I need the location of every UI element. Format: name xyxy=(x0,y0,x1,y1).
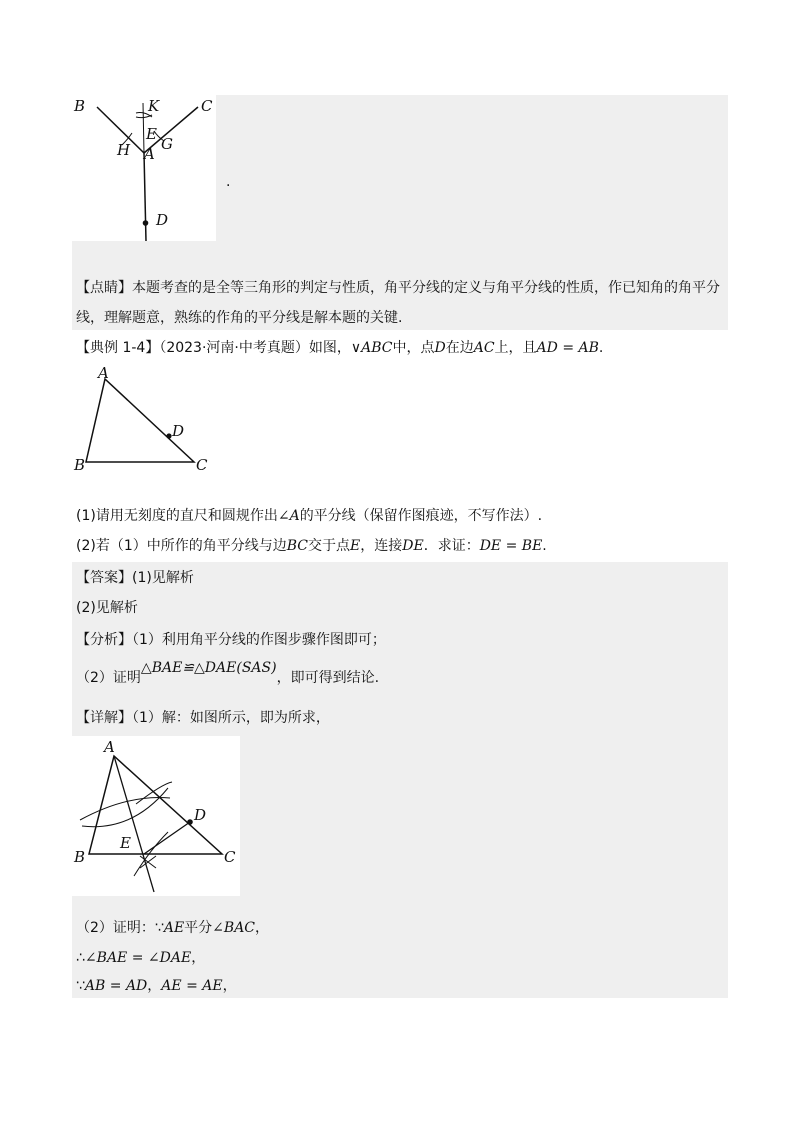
dianjing-line-1: 【点睛】本题考查的是全等三角形的判定与性质，角平分线的定义与角平分线的性质，作已知角的角平分 xyxy=(76,280,720,296)
figure-2 xyxy=(72,364,212,476)
proof-line-3: ∵AB = AD，AE = AE， xyxy=(76,978,237,994)
detail-line-1: 【详解】（1）解：如图所示，即为所求， xyxy=(76,710,330,726)
figure-3-svg xyxy=(72,736,240,896)
label-E: E xyxy=(120,834,131,852)
label-D: D xyxy=(194,806,207,824)
example-heading: 【典例 1-4】（2023·河南·中考真题）如图，∨ABC中，点D在边AC上，且AD = AB. xyxy=(76,340,604,356)
label-C: C xyxy=(224,848,236,866)
label-B: B xyxy=(74,456,86,474)
label-E: E xyxy=(146,125,157,143)
label-H: H xyxy=(117,141,131,159)
label-C: C xyxy=(196,456,208,474)
figure-1-trailing-dot: . xyxy=(226,174,231,190)
figure-1-svg xyxy=(72,95,216,241)
label-A: A xyxy=(98,364,109,382)
label-D: D xyxy=(172,422,185,440)
label-G: G xyxy=(161,135,173,153)
label-B: B xyxy=(74,848,86,866)
figure-3 xyxy=(72,736,240,896)
label-A: A xyxy=(144,145,155,163)
label-D: D xyxy=(156,211,169,229)
figure-2-svg xyxy=(72,364,212,476)
analysis-line-1: 【分析】（1）利用角平分线的作图步骤作图即可； xyxy=(76,632,386,648)
dianjing-line-2: 线，理解题意，熟练的作角的平分线是解本题的关键. xyxy=(76,310,403,326)
question-1: (1)请用无刻度的直尺和圆规作出∠A的平分线（保留作图痕迹，不写作法）. xyxy=(76,508,543,524)
label-C: C xyxy=(201,97,213,115)
proof-line-1: （2）证明：∵AE平分∠BAC， xyxy=(76,920,270,936)
figure-1 xyxy=(72,95,216,241)
answer-line-2: (2)见解析 xyxy=(76,600,138,616)
answer-line-1: 【答案】(1)见解析 xyxy=(76,570,194,586)
label-K: K xyxy=(148,97,160,115)
label-A: A xyxy=(104,738,115,756)
label-B: B xyxy=(74,97,86,115)
question-2: (2)若（1）中所作的角平分线与边BC交于点E，连接DE．求证：DE = BE. xyxy=(76,538,547,554)
analysis-line-2: （2）证明△BAE≌△DAE(SAS)，即可得到结论. xyxy=(76,660,380,686)
proof-line-2: ∴∠BAE = ∠DAE， xyxy=(76,950,206,966)
